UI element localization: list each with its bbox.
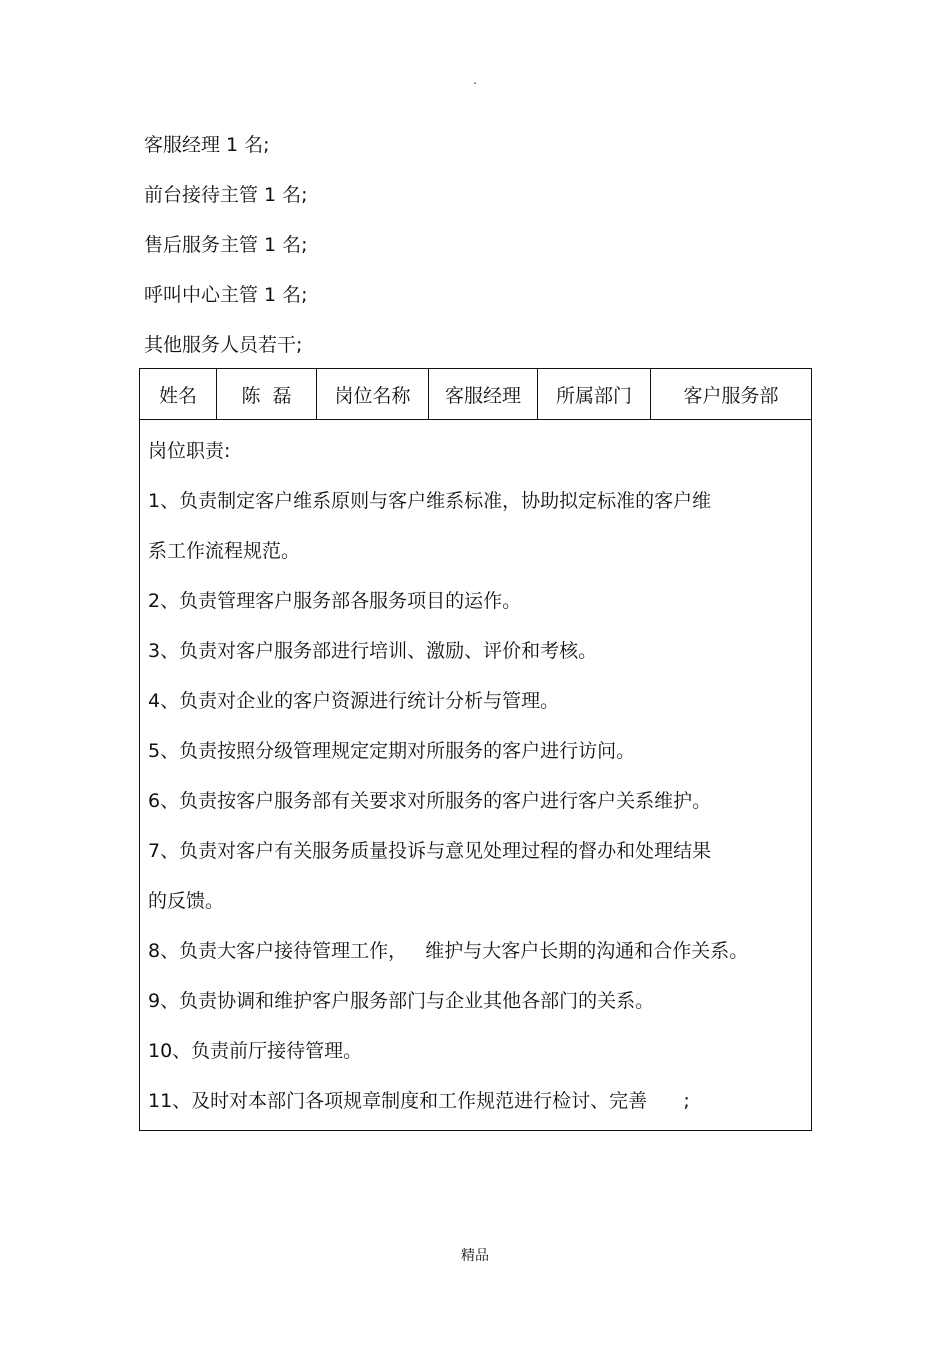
duties-row [140,420,812,1131]
duty-line: 4、负责对企业的客户资源进行统计分析与管理。 [148,690,560,712]
job-description-table [139,368,812,1131]
duties-cell [140,420,812,1131]
duty-line: 6、负责按客户服务部有关要求对所服务的客户进行客户关系维护。 [148,790,712,812]
duty-line: 9、负责协调和维护客户服务部门与企业其他各部门的关系。 [148,990,655,1012]
duty-line: 的反馈。 [148,890,225,912]
name-label: 姓名 [140,369,217,420]
department-label: 所属部门 [538,369,651,420]
duties-title: 岗位职责: [148,440,231,462]
table-header-row [140,369,812,420]
footer-label: 精品 [461,1248,489,1264]
duty-line: 5、负责按照分级管理规定定期对所服务的客户进行访问。 [148,740,636,762]
name-value: 陈 磊 [217,369,317,420]
staffing-line: 呼叫中心主管 1 名; [144,284,308,306]
staffing-list [144,120,844,370]
duty-line: 7、负责对客户有关服务质量投诉与意见处理过程的督办和处理结果 [148,840,712,862]
staffing-line: 其他服务人员若干; [144,334,303,356]
duty-line: 系工作流程规范。 [148,540,301,562]
position-value: 客服经理 [429,369,538,420]
duty-line: 1、负责制定客户维系原则与客户维系标准，协助拟定标准的客户维 [148,490,712,512]
staffing-line: 客服经理 1 名; [144,134,270,156]
duty-line: 11、及时对本部门各项规章制度和工作规范进行检讨、完善 ; [148,1090,690,1112]
duty-line: 2、负责管理客户服务部各服务项目的运作。 [148,590,522,612]
staffing-line: 前台接待主管 1 名; [144,184,308,206]
duty-line: 10、负责前厅接待管理。 [148,1040,363,1062]
duty-line: 3、负责对客户服务部进行培训、激励、评价和考核。 [148,640,598,662]
position-label: 岗位名称 [317,369,429,420]
department-value: 客户服务部 [651,369,812,420]
duty-line: 8、负责大客户接待管理工作， 维护与大客户长期的沟通和合作关系。 [148,940,749,962]
staffing-line: 售后服务主管 1 名; [144,234,308,256]
header-mark: . [473,73,477,87]
